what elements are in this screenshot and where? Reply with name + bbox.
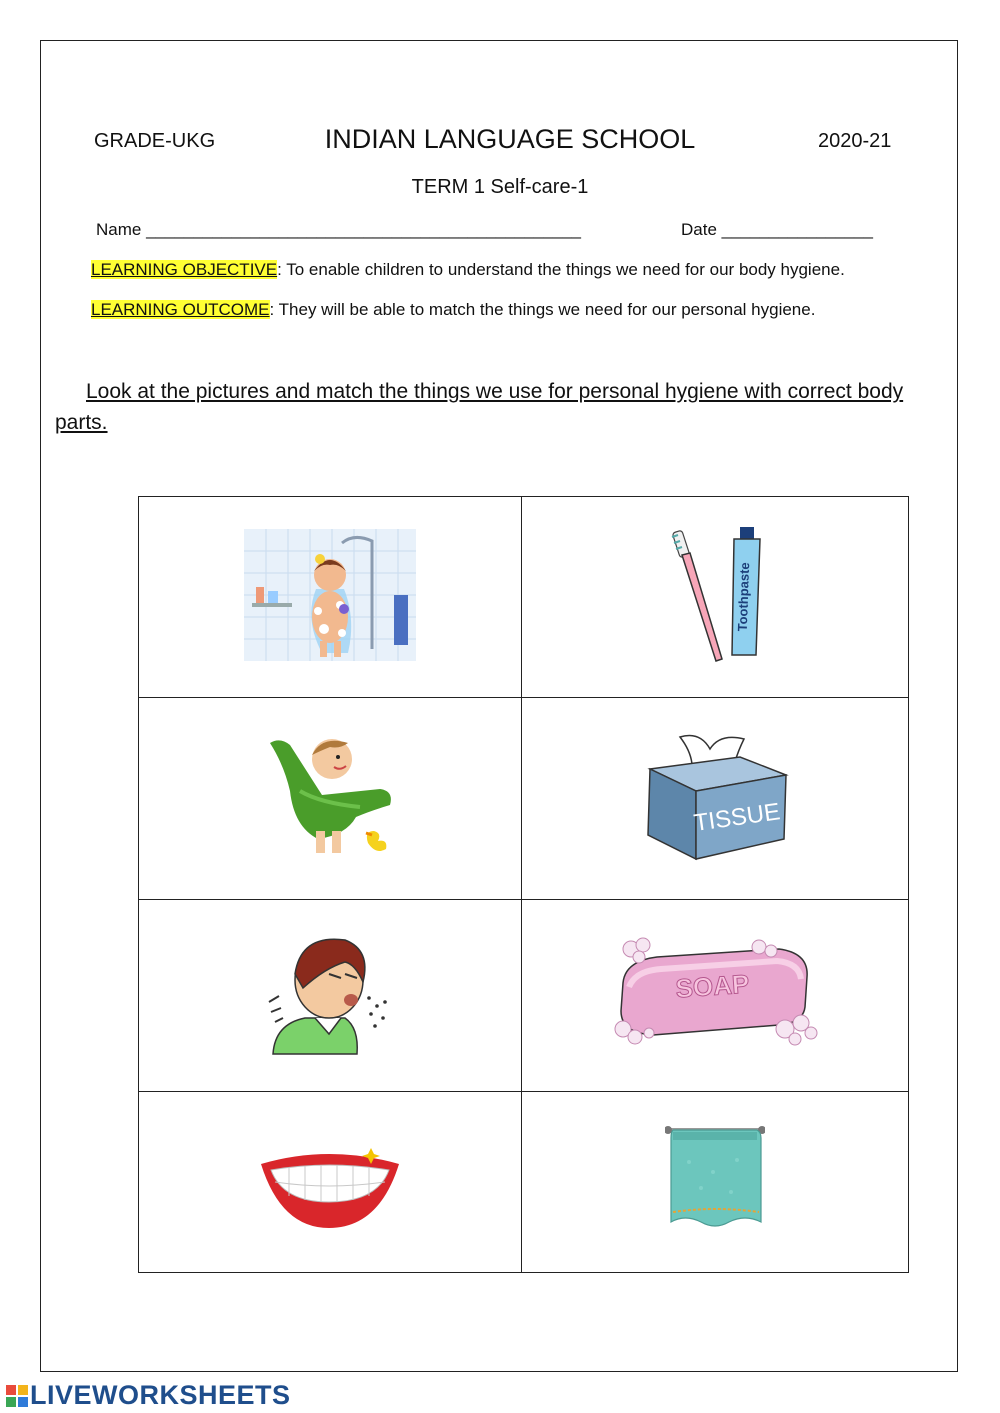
hanging-towel-image <box>665 1122 765 1238</box>
cell-sneezing-boy[interactable] <box>139 900 522 1092</box>
learning-outcome <box>91 300 815 320</box>
footer-brand-text: LIVEWORKSHEETS <box>30 1380 291 1410</box>
instruction-text: Look at the pictures and match the things we use for personal hygiene with correct body parts. <box>55 380 904 434</box>
child-with-towel-image <box>260 731 400 861</box>
term-title: TERM 1 Self-care-1 <box>411 176 589 198</box>
cell-child-towel[interactable] <box>139 698 522 900</box>
outcome-label: LEARNING OUTCOME <box>91 300 270 319</box>
bathing-child-image <box>244 529 416 661</box>
grade-label: GRADE-UKG <box>94 130 216 152</box>
objective-text: : To enable children to understand the things we need for our body hygiene. <box>277 260 845 279</box>
name-blank[interactable]: ______________________________________________ <box>146 220 582 239</box>
cell-tissue-box[interactable] <box>522 698 909 900</box>
smile-teeth-image <box>259 1130 401 1230</box>
school-title: INDIAN LANGUAGE SCHOOL <box>324 124 696 154</box>
matching-grid <box>138 496 909 1273</box>
objective-label: LEARNING OBJECTIVE <box>91 260 278 279</box>
cell-soap-bar[interactable] <box>522 900 909 1092</box>
name-field[interactable] <box>96 220 581 240</box>
tissue-label: TISSUE <box>692 798 782 837</box>
learning-objective <box>91 260 845 280</box>
soap-bar-image <box>609 937 821 1049</box>
cell-smile-teeth[interactable] <box>139 1092 522 1273</box>
date-field[interactable] <box>681 220 873 240</box>
sneezing-boy-image <box>265 928 395 1058</box>
academic-year: 2020-21 <box>818 130 892 152</box>
cell-hanging-towel[interactable] <box>522 1092 909 1273</box>
liveworksheets-logo-icon <box>6 1385 28 1407</box>
date-blank[interactable]: ________________ <box>721 220 873 239</box>
outcome-text: : They will be able to match the things we need for our personal hygiene. <box>269 300 816 319</box>
tissue-box-image <box>640 729 790 863</box>
footer-brand <box>6 1380 291 1411</box>
cell-bathing-child[interactable] <box>139 497 522 698</box>
toothbrush-toothpaste-image <box>660 525 770 665</box>
name-label: Name <box>96 220 142 239</box>
cell-toothbrush-toothpaste[interactable] <box>522 497 909 698</box>
date-label: Date <box>681 220 717 239</box>
toothpaste-label: Toothpaste <box>734 561 753 632</box>
soap-label: SOAP <box>674 968 751 1004</box>
